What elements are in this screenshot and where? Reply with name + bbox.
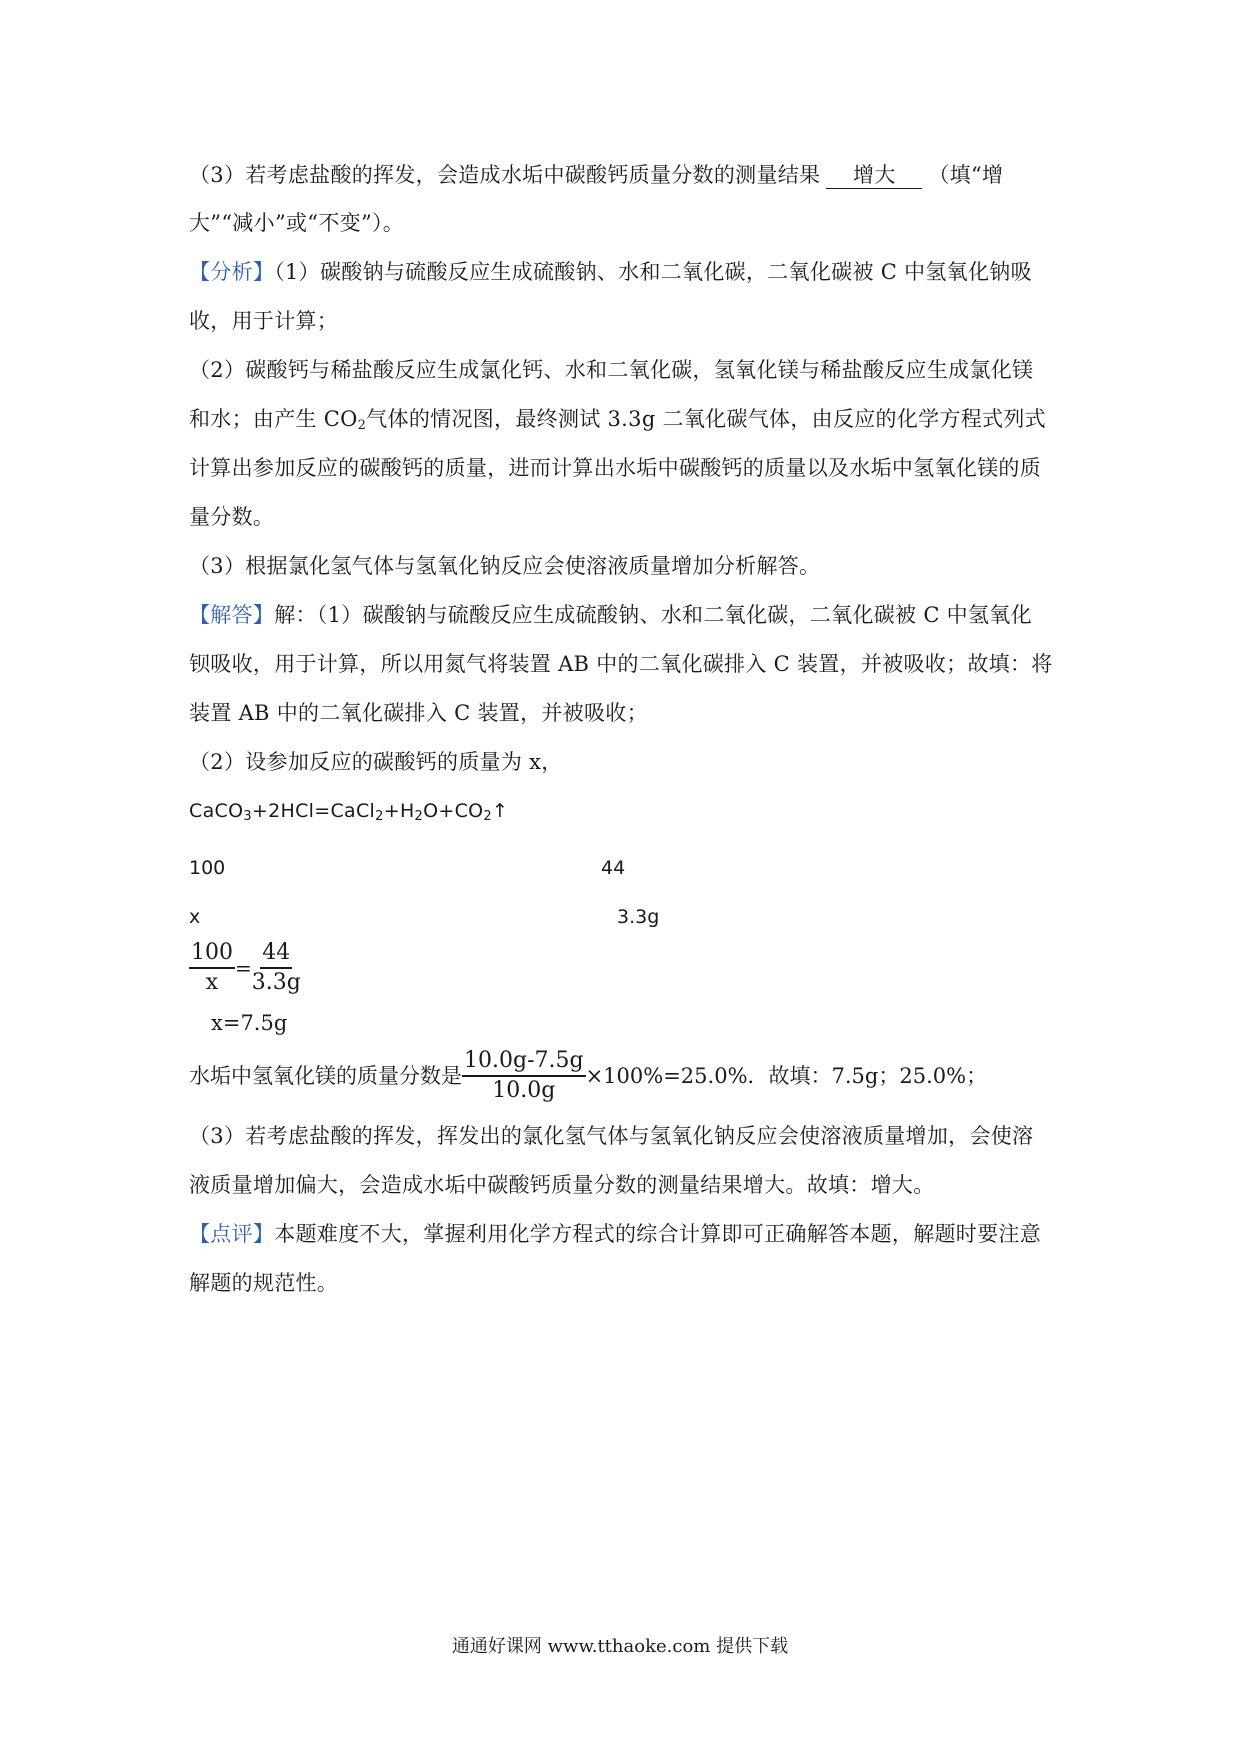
solution-tag: 【解答】 xyxy=(189,603,275,627)
eq-part: +2HCl=CaCl xyxy=(251,800,376,822)
analysis-p1-text: （1）碳酸钠与硫酸反应生成硫酸钠、水和二氧化碳，二氧化碳被 C 中氢氧化钠吸 xyxy=(274,260,1032,284)
subscript: 2 xyxy=(375,809,384,824)
q3-answer-blank: 增大 xyxy=(826,162,922,189)
equals-sign: = xyxy=(235,956,252,980)
comment-line-1 xyxy=(189,1219,1041,1249)
page-footer: 通通好课网 www.tthaoke.com 提供下载 xyxy=(451,1636,789,1657)
eq-part: CaCO xyxy=(189,800,244,822)
mass-fraction-line xyxy=(189,1048,987,1104)
solution-line-4: （2）设参加反应的碳酸钙的质量为 x， xyxy=(189,750,563,774)
q3-text: （3）若考虑盐酸的挥发，会造成水垢中碳酸钙质量分数的测量结果 xyxy=(189,163,821,187)
analysis-line-5: 计算出参加反应的碳酸钙的质量，进而计算出水垢中碳酸钙的质量以及水垢中氢氧化镁的质 xyxy=(189,456,1041,480)
mass-fraction xyxy=(462,1048,586,1104)
subscript: 2 xyxy=(483,809,492,824)
molar-mass-co2: 44 xyxy=(601,857,626,879)
analysis-tag: 【分析】 xyxy=(189,260,275,284)
solution-p1-text: 解：（1）碳酸钠与硫酸反应生成硫酸钠、水和二氧化碳，二氧化碳被 C 中氢氧化 xyxy=(274,603,1032,627)
co2-mass: 3.3g xyxy=(617,906,660,928)
q3-hint: （填“增 xyxy=(928,163,1004,187)
analysis-line-4 xyxy=(189,404,1046,441)
analysis-line-3: （2）碳酸钙与稀盐酸反应生成氯化钙、水和二氧化碳，氢氧化镁与稀盐酸反应生成氯化镁 xyxy=(189,358,1034,382)
analysis-line-6: 量分数。 xyxy=(189,505,275,529)
fraction-left xyxy=(189,940,235,996)
analysis-line-1 xyxy=(189,257,1032,287)
eq-part: +H xyxy=(383,800,415,822)
analysis-p2-text-b: 气体的情况图，最终测试 3.3g 二氧化碳气体，由反应的化学方程式列式 xyxy=(366,407,1046,431)
numerator: 10.0g-7.5g xyxy=(462,1048,586,1077)
mass-fraction-text: 水垢中氢氧化镁的质量分数是 xyxy=(189,1064,462,1088)
analysis-line-7: （3）根据氯化氢气体与氢氧化钠反应会使溶液质量增加分析解答。 xyxy=(189,554,821,578)
comment-line-2: 解题的规范性。 xyxy=(189,1271,339,1295)
denominator: 10.0g xyxy=(492,1078,556,1103)
analysis-p2-text-a: 和水；由产生 CO xyxy=(189,407,358,431)
subscript: 3 xyxy=(243,809,252,824)
eq-part: O+CO xyxy=(423,800,484,822)
ratio-equation xyxy=(189,940,301,996)
analysis-line-2: 收，用于计算； xyxy=(189,309,339,333)
solution-line-2: 钡吸收，用于计算，所以用氮气将装置 AB 中的二氧化碳排入 C 装置，并被吸收；故填：将 xyxy=(189,652,1053,676)
q3-line-2: 大”“减小”或“不变”）。 xyxy=(189,211,405,235)
chemical-equation xyxy=(189,796,508,832)
fraction-right xyxy=(252,940,301,996)
solution-line-3: 装置 AB 中的二氧化碳排入 C 装置，并被吸收； xyxy=(189,701,648,725)
numerator: 100 xyxy=(189,940,235,969)
denominator: 3.3g xyxy=(251,970,301,995)
comment-text: 本题难度不大，掌握利用化学方程式的综合计算即可正确解答本题，解题时要注意 xyxy=(274,1222,1041,1246)
solution-line-p3-1: （3）若考虑盐酸的挥发，挥发出的氯化氢气体与氢氧化钠反应会使溶液质量增加，会使溶 xyxy=(189,1124,1034,1148)
q3-line-1 xyxy=(189,160,1003,190)
unknown-mass-x: x xyxy=(189,906,201,928)
subscript: 2 xyxy=(357,418,367,433)
numerator: 44 xyxy=(260,940,292,969)
x-result: x=7.5g xyxy=(211,1011,288,1035)
mass-fraction-result: ×100%=25.0%．故填：7.5g；25.0%； xyxy=(585,1064,988,1088)
subscript: 2 xyxy=(414,809,424,824)
denominator: x xyxy=(205,970,219,995)
solution-line-1 xyxy=(189,600,1032,630)
molar-mass-caco3: 100 xyxy=(189,857,226,879)
gas-arrow: ↑ xyxy=(491,800,509,822)
comment-tag: 【点评】 xyxy=(189,1222,275,1246)
solution-line-p3-2: 液质量增加偏大，会造成水垢中碳酸钙质量分数的测量结果增大。故填：增大。 xyxy=(189,1173,935,1197)
